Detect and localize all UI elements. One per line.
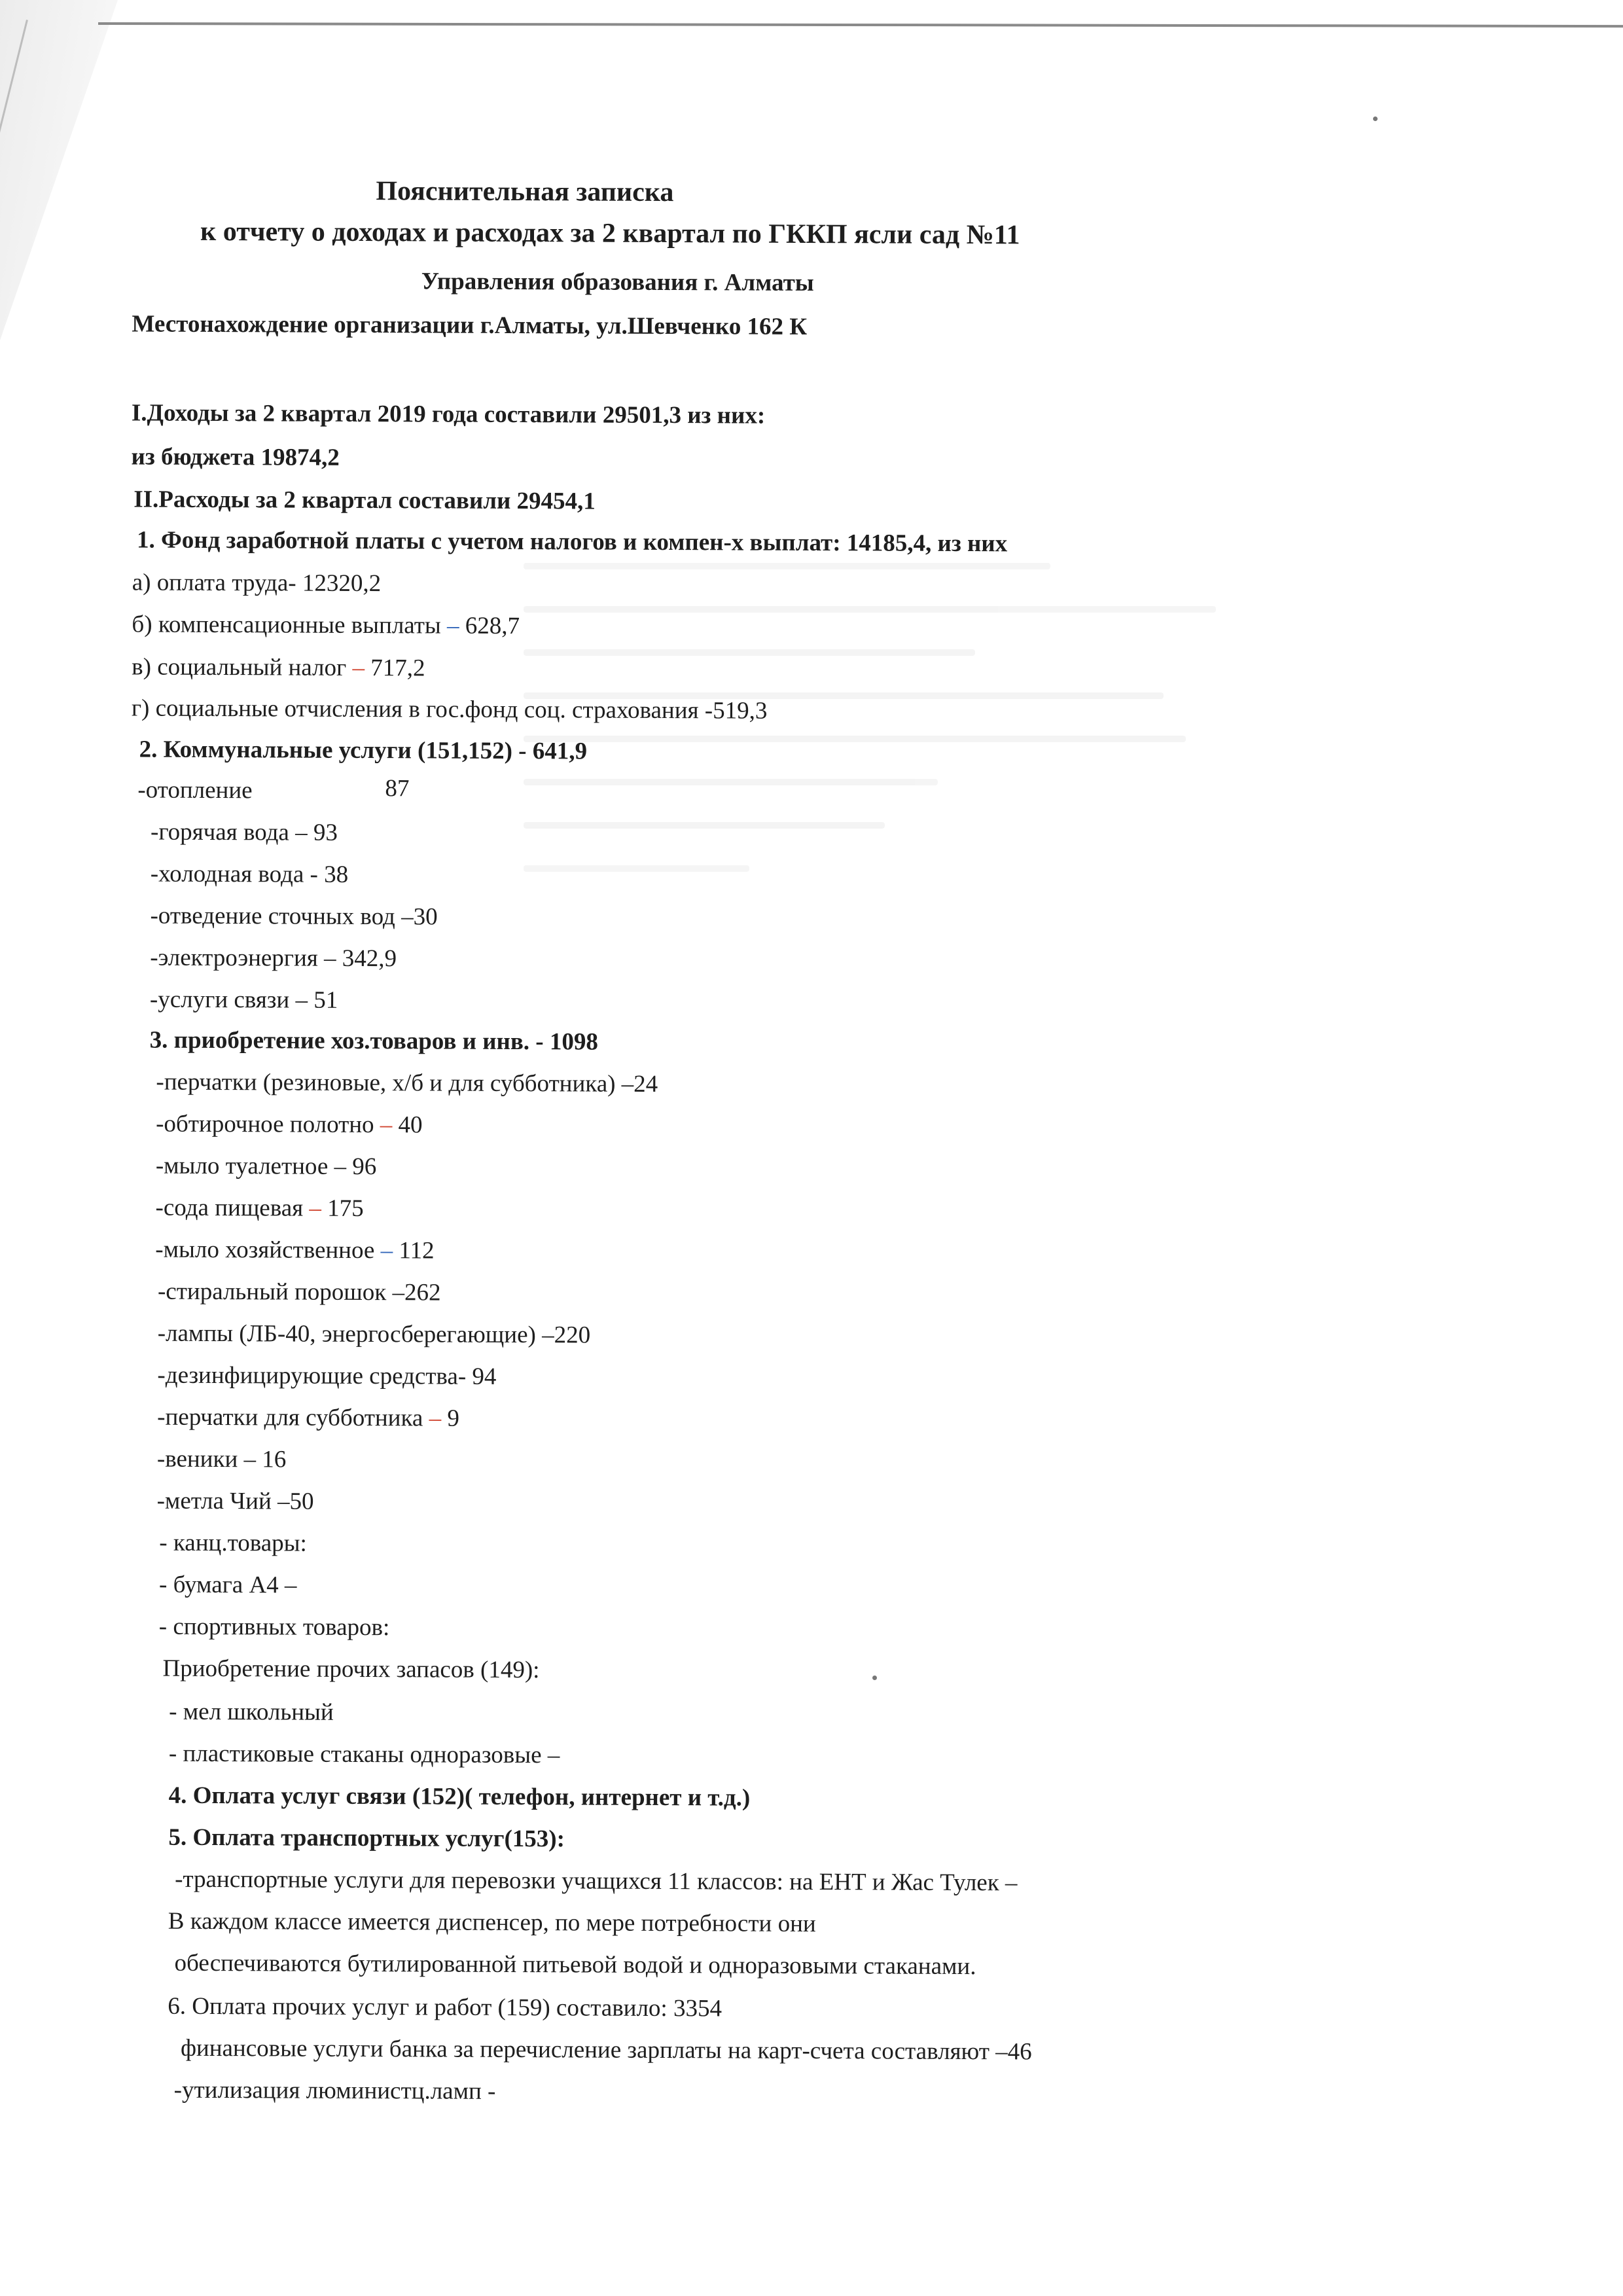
- department: Управления образования г. Алматы: [421, 268, 814, 297]
- soap-line: -мыло туалетное – 96: [155, 1152, 377, 1181]
- section-6-heading: 6. Оплата прочих услуг и работ (159) составило: 3354: [168, 1992, 722, 2022]
- transport-line: -транспортные услуги для перевозки учащихся 11 классов: на ЕНТ и Жас Тулек –: [175, 1865, 1018, 1897]
- section-3-heading: 3. приобретение хоз.товаров и инв. - 1098: [149, 1026, 599, 1056]
- cloth-value: 40: [392, 1111, 423, 1139]
- compensation-label: б) компенсационные выплаты: [132, 611, 448, 639]
- section-1-heading: 1. Фонд заработной платы с учетом налогов и компен-х выплат: 14185,4, из них: [136, 526, 1008, 558]
- sewage-line: -отведение сточных вод –30: [150, 902, 438, 931]
- stationery-line: - канц.товары:: [159, 1529, 307, 1557]
- powder-line: -стиральный порошок –262: [157, 1278, 441, 1306]
- section-4-heading: 4. Оплата услуг связи (152)( телефон, интернет и т.д.): [168, 1782, 751, 1812]
- soda-value: 175: [321, 1194, 364, 1223]
- hot-water-line: -горячая вода – 93: [151, 818, 338, 846]
- gloves-line: -перчатки (резиновые, х/б и для субботника) –24: [156, 1068, 658, 1098]
- social-insurance-line: г) социальные отчисления в гос.фонд соц. страхования -519,3: [131, 694, 768, 725]
- disinfectant-line: -дезинфицирующие средства- 94: [157, 1361, 497, 1390]
- cloth-line: [156, 1110, 423, 1140]
- paper-line: - бумага А4 –: [158, 1571, 297, 1599]
- cloth-dash: –: [380, 1111, 393, 1139]
- social-tax-line: [132, 653, 425, 683]
- section-5-heading: 5. Оплата транспортных услуг(153):: [168, 1823, 565, 1853]
- lamps-line: -лампы (ЛБ-40, энергосберегающие) –220: [157, 1319, 591, 1349]
- soda-line: [155, 1194, 363, 1223]
- wages-line: а) оплата труда- 12320,2: [132, 569, 382, 598]
- soda-dash: –: [309, 1194, 322, 1222]
- doc-subtitle: к отчету о доходах и расходах за 2 квартал по ГККП ясли сад №11: [200, 216, 1020, 251]
- laundry-soap-line: [155, 1236, 434, 1266]
- compensation-line: [132, 610, 520, 641]
- doc-title: Пояснительная записка: [376, 176, 674, 208]
- section-2-heading: 2. Коммунальные услуги (151,152) - 641,9: [139, 736, 588, 765]
- gloves-subbotnik-line: [157, 1403, 459, 1433]
- laundry-soap-label: -мыло хозяйственное: [155, 1236, 381, 1265]
- bank-services-line: финансовые услуги банка за перечисление зарплаты на карт-счета составляют –46: [180, 2034, 1032, 2066]
- communications-line: -услуги связи – 51: [149, 986, 338, 1014]
- cups-line: - пластиковые стаканы одноразовые –: [168, 1740, 560, 1769]
- lamp-disposal-line: -утилизация люминистц.ламп -: [173, 2076, 496, 2105]
- brooms-line: -веники – 16: [156, 1445, 287, 1473]
- laundry-soap-value: 112: [393, 1237, 435, 1265]
- dispenser-line: В каждом классе имеется диспенсер, по мере потребности они: [168, 1907, 816, 1938]
- broom-chiy-line: -метла Чий –50: [156, 1487, 314, 1515]
- electricity-line: -электроэнергия – 342,9: [150, 944, 397, 973]
- gloves-subbotnik-value: 9: [441, 1405, 459, 1432]
- cloth-label: -обтирочное полотно: [156, 1110, 380, 1139]
- social-tax-value: 717,2: [364, 655, 425, 682]
- location: Местонахождение организации г.Алматы, ул.Шевченко 162 К: [132, 310, 808, 340]
- social-tax-dash: –: [352, 654, 365, 682]
- sports-goods-line: - спортивных товаров:: [158, 1613, 390, 1641]
- soda-label: -сода пищевая: [155, 1194, 310, 1222]
- social-tax-label: в) социальный налог: [132, 653, 353, 681]
- compensation-value: 628,7: [459, 612, 520, 640]
- heating-label: -отопление: [137, 776, 253, 804]
- gloves-subbotnik-label: -перчатки для субботника: [157, 1403, 429, 1432]
- other-stock-heading: Приобретение прочих запасов (149):: [162, 1655, 540, 1684]
- income-budget: из бюджета 19874,2: [131, 443, 340, 471]
- income-total: I.Доходы за 2 квартал 2019 года составили 29501,3 из них:: [131, 399, 766, 429]
- cold-water-line: -холодная вода - 38: [150, 860, 349, 888]
- heating-value: 87: [385, 775, 410, 802]
- compensation-dash: –: [446, 612, 459, 639]
- gloves-subbotnik-dash: –: [429, 1405, 442, 1432]
- chalk-line: - мел школьный: [169, 1698, 334, 1726]
- laundry-soap-dash: –: [380, 1237, 393, 1265]
- expenses-total: II.Расходы за 2 квартал составили 29454,1: [134, 486, 596, 515]
- water-line: обеспечиваются бутилированной питьевой водой и одноразовыми стаканами.: [174, 1949, 976, 1981]
